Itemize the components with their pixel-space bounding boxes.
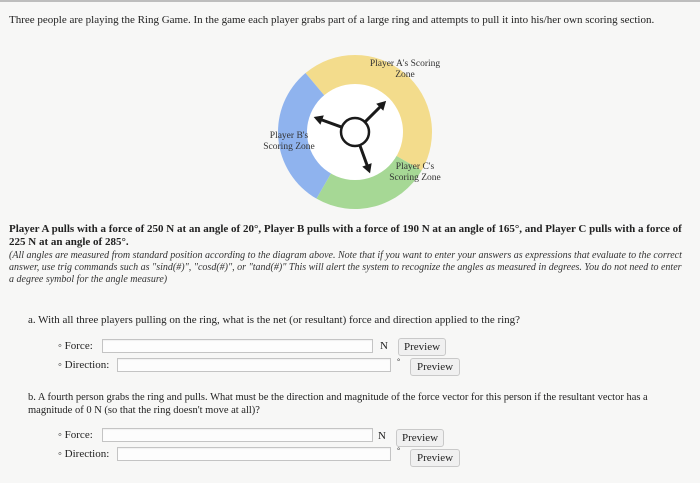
part-b-force-input[interactable] — [102, 428, 373, 442]
part-a-direction-input[interactable] — [117, 358, 391, 372]
part-b-direction-preview-button[interactable]: Preview — [410, 449, 460, 467]
part-a-degree-unit: ° — [397, 357, 401, 366]
instructions-note: (All angles are measured from standard position according to the diagram above. Note that if you want to enter your answers as expressions that evaluate to the correct answer, use trig commands such as "sind(#)", "cosd(#)", or "tand(#)" This will alert the system to recognize the angles as measured in degrees. You do not need to enter a degree symbol for the angle measure) — [9, 250, 682, 285]
intro-text: Three people are playing the Ring Game. In the game each player grabs part of a large ring and attempts to pull it into his/her own scoring section. — [9, 14, 655, 26]
part-a-force-preview-button[interactable]: Preview — [398, 338, 446, 356]
part-a-force-bullet: ◦ Force: — [58, 340, 93, 352]
player-a-zone-label: Player A's Scoring Zone — [369, 59, 441, 80]
part-b-question: b. A fourth person grabs the ring and pulls. What must be the direction and magnitude of the force vector for this person if the resultant vector has a magnitude of 0 N (so that the ring doesn't move at all)? — [28, 392, 648, 416]
part-a-force-label: Force: — [64, 340, 93, 352]
part-a-force-unit: N — [380, 340, 388, 352]
player-b-zone-label: Player B's Scoring Zone — [263, 131, 315, 152]
part-b-direction-label: Direction: — [64, 448, 110, 460]
part-a-question: a. With all three players pulling on the ring, what is the net (or resultant) force and direction applied to the ring? — [28, 314, 521, 326]
problem-statement: Player A pulls with a force of 250 N at an angle of 20°, Player B pulls with a force of 190 N at an angle of 165°, and Player C pulls with a force of 225 N at an angle of 285°. — [9, 223, 682, 248]
part-b-direction-bullet: ◦ Direction: — [58, 448, 110, 460]
part-b-force-bullet: ◦ Force: — [58, 429, 93, 441]
part-b-force-unit: N — [378, 430, 386, 442]
part-b-force-preview-button[interactable]: Preview — [396, 429, 444, 447]
part-b-force-label: Force: — [64, 429, 93, 441]
part-a-direction-preview-button[interactable]: Preview — [410, 358, 460, 376]
part-a-direction-bullet: ◦ Direction: — [58, 359, 110, 371]
part-a-force-input[interactable] — [102, 339, 373, 353]
part-a-direction-label: Direction: — [64, 359, 110, 371]
ring-game-diagram — [250, 47, 480, 227]
player-c-zone-label: Player C's Scoring Zone — [389, 162, 441, 183]
top-divider — [0, 0, 700, 2]
part-b-direction-input[interactable] — [117, 447, 391, 461]
part-b-degree-unit: ° — [397, 446, 401, 455]
